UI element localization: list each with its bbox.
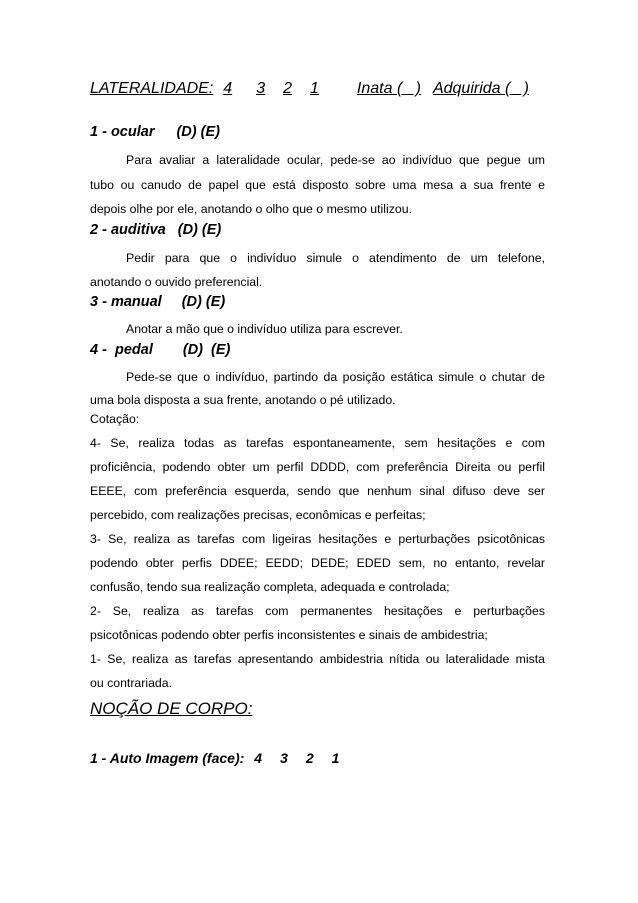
cotacao-line-6: podendo obter perfis DDEE; EEDD; DEDE; EDED sem, no entanto, revelar xyxy=(90,556,545,570)
auto-imagem-score-4: 4 xyxy=(254,750,263,766)
auto-imagem-label: 1 - Auto Imagem (face): xyxy=(90,750,245,766)
auditiva-heading xyxy=(90,222,221,238)
ocular-heading xyxy=(90,124,220,140)
auto-imagem-score-1: 1 xyxy=(331,750,340,766)
adquirida-option: Adquirida ( ) xyxy=(432,80,529,97)
auditiva-title: 2 - auditiva xyxy=(90,222,166,238)
score-1: 1 xyxy=(310,80,319,97)
pedal-line-1: Pede-se que o indivíduo, partindo da posição estática simule o chutar de xyxy=(126,370,545,384)
cotacao-line-7: confusão, tendo sua realização completa, adequada e controlada; xyxy=(90,580,450,594)
cotacao-line-8: 2- Se, realiza as tarefas com permanentes hesitações e perturbações xyxy=(90,604,545,618)
cotacao-line-4: percebido, com realizações precisas, econômicas e perfeitas; xyxy=(90,508,426,522)
ocular-title: 1 - ocular xyxy=(90,124,155,140)
inata-option: Inata ( ) xyxy=(356,80,421,97)
score-3: 3 xyxy=(256,80,266,97)
cotacao-line-3: EEEE, com preferência esquerda, sendo que nenhum sinal difuso deve ser xyxy=(90,484,545,498)
cotacao-line-2: proficiência, podendo obter um perfil DDDD, com preferência Direita ou perfil xyxy=(90,460,545,474)
pedal-line-2: uma bola disposta a sua frente, anotando o pé utilizado. xyxy=(90,393,396,407)
ocular-line-1: Para avaliar a lateralidade ocular, pede-se ao indivíduo que pegue um xyxy=(126,153,545,167)
pedal-title: 4 - pedal xyxy=(90,342,153,358)
cotacao-line-1: 4- Se, realiza todas as tarefas espontaneamente, sem hesitações e com xyxy=(90,436,545,450)
auto-imagem-score-2: 2 xyxy=(305,750,314,766)
lateralidade-header xyxy=(90,80,529,98)
manual-title: 3 - manual xyxy=(90,294,162,310)
auditiva-line-1: Pedir para que o indivíduo simule o atendimento de um telefone, xyxy=(126,251,545,265)
lateralidade-title: LATERALIDADE: xyxy=(90,80,214,97)
auditiva-line-2: anotando o ouvido preferencial. xyxy=(90,275,263,289)
cotacao-line-5: 3- Se, realiza as tarefas com ligeiras hesitações e perturbações psicotônicas xyxy=(90,532,545,546)
cotacao-line-11: ou contrariada. xyxy=(90,676,173,690)
cotacao-line-10: 1- Se, realiza as tarefas apresentando ambidestria nítida ou lateralidade mista xyxy=(90,652,545,666)
auditiva-options: (D) (E) xyxy=(177,222,222,238)
auto-imagem-score-3: 3 xyxy=(280,750,288,766)
manual-options: (D) (E) xyxy=(181,294,226,310)
ocular-options: (D) (E) xyxy=(176,124,220,140)
ocular-line-2: tubo ou canudo de papel que está disposto sobre uma mesa a sua frente e xyxy=(90,178,545,192)
pedal-options: (D) (E) xyxy=(182,342,231,358)
cotacao-line-9: psicotônicas podendo obter perfis inconsistentes e sinais de ambidestria; xyxy=(90,628,488,642)
ocular-line-3: depois olhe por ele, anotando o olho que o mesmo utilizou. xyxy=(90,202,412,216)
nocao-title: NOÇÃO DE CORPO: xyxy=(90,699,253,718)
score-2: 2 xyxy=(283,80,293,97)
score-4: 4 xyxy=(223,80,233,97)
pedal-heading xyxy=(90,342,230,358)
auto-imagem-row xyxy=(90,750,339,766)
manual-heading xyxy=(90,294,225,310)
cotacao-label: Cotação: xyxy=(90,412,140,426)
manual-line-1: Anotar a mão que o indivíduo utiliza para escrever. xyxy=(126,322,403,336)
